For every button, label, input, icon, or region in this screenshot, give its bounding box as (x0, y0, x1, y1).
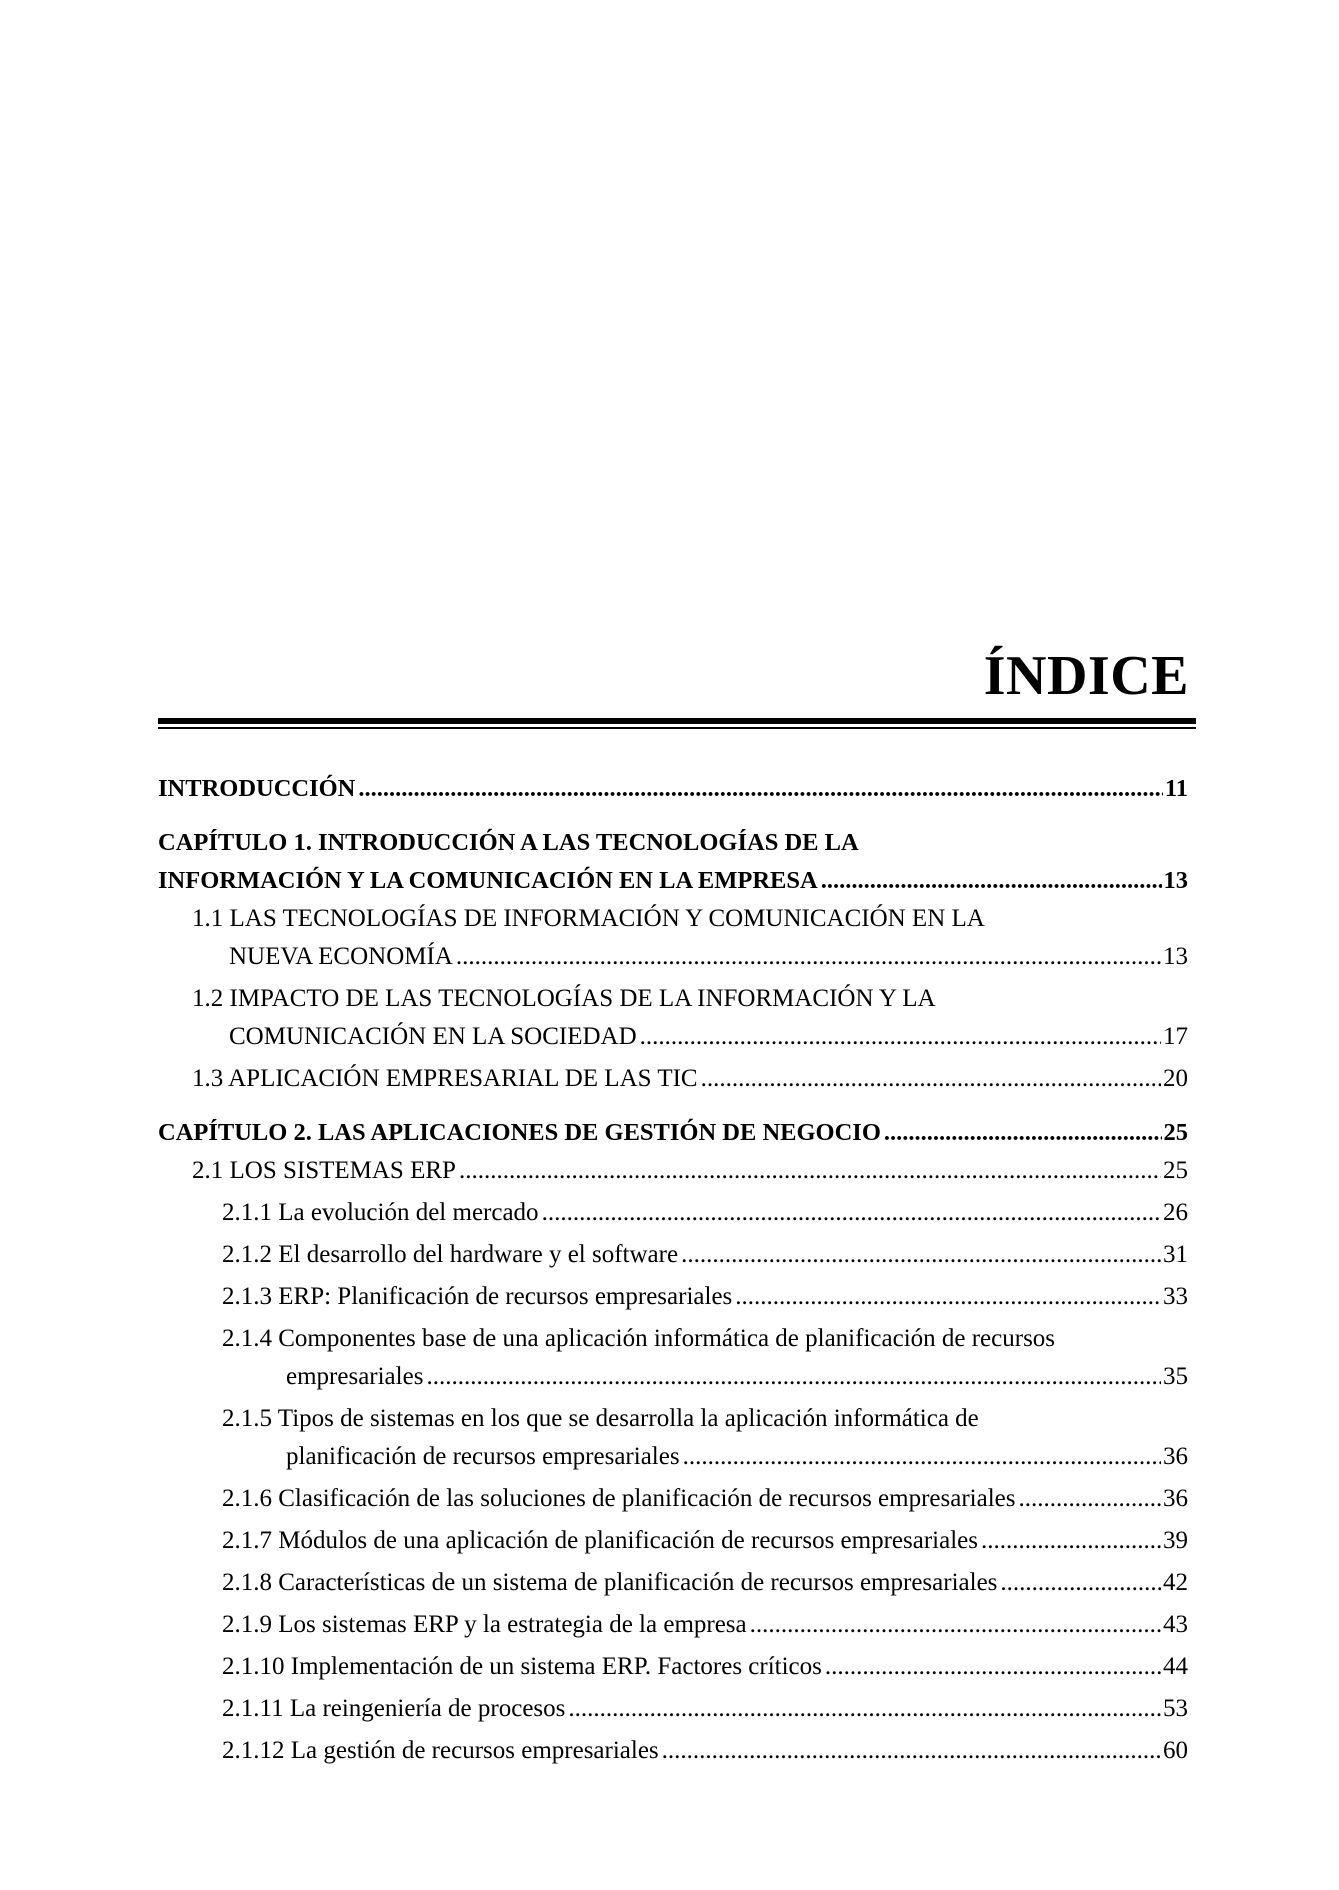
toc-entry-introduccion[interactable] (158, 770, 1188, 808)
toc-page-number: 42 (1163, 1569, 1188, 1596)
toc-entry-title-line-2: empresariales (286, 1363, 424, 1390)
toc-entry-2-1-1[interactable] (158, 1194, 1188, 1232)
toc-entry-title: 2.1.2 El desarrollo del hardware y el software (222, 1241, 679, 1268)
dot-leader (1018, 1480, 1161, 1518)
toc-page-number: 11 (1164, 775, 1188, 802)
toc-entry-title-line-2: COMUNICACIÓN EN LA SOCIEDAD (229, 1023, 637, 1050)
dot-leader (735, 1278, 1161, 1316)
dot-leader (568, 1690, 1161, 1728)
toc-entry-title: 2.1.3 ERP: Planificación de recursos empresariales (222, 1283, 733, 1310)
toc-entry-2-1[interactable] (158, 1152, 1188, 1190)
toc-page-number: 13 (1163, 867, 1188, 894)
toc-page-number: 44 (1163, 1653, 1188, 1680)
toc-entry-title-line-2: INFORMACIÓN Y LA COMUNICACIÓN EN LA EMPRESA (158, 867, 818, 894)
toc-entry-2-1-11[interactable] (158, 1690, 1188, 1728)
toc-page-number: 43 (1163, 1611, 1188, 1638)
toc-entry-2-1-3[interactable] (158, 1278, 1188, 1316)
page-title: ÍNDICE (983, 645, 1189, 707)
toc-page-number: 39 (1163, 1527, 1188, 1554)
toc-entry-capitulo-2[interactable] (158, 1114, 1188, 1152)
toc-page-number: 35 (1163, 1363, 1188, 1390)
dot-leader (683, 1438, 1161, 1476)
toc-entry-title: INTRODUCCIÓN (158, 775, 356, 802)
dot-leader (821, 862, 1162, 900)
toc-entry-title-line-1: 2.1.5 Tipos de sistemas en los que se desarrolla la aplicación informática de (222, 1405, 979, 1432)
toc-entry-title-line-2: NUEVA ECONOMÍA (229, 943, 453, 970)
toc-entry-title-line-1: 2.1.4 Componentes base de una aplicación informática de planificación de recursos (222, 1325, 1056, 1352)
toc-page-number: 36 (1163, 1485, 1188, 1512)
toc-entry-title: 1.3 APLICACIÓN EMPRESARIAL DE LAS TIC (192, 1065, 698, 1092)
dot-leader (884, 1114, 1162, 1152)
toc-entry-1-2[interactable] (158, 980, 1188, 1056)
toc-page-number: 31 (1163, 1241, 1188, 1268)
toc-entry-title: 2.1.10 Implementación de un sistema ERP. Factores críticos (222, 1653, 822, 1680)
toc-entry-2-1-10[interactable] (158, 1648, 1188, 1686)
toc-entry-title-line-1: CAPÍTULO 1. INTRODUCCIÓN A LAS TECNOLOGÍAS DE LA (158, 829, 859, 856)
toc-entry-title: 2.1.6 Clasificación de las soluciones de planificación de recursos empresariales (222, 1485, 1016, 1512)
dot-leader (640, 1018, 1161, 1056)
toc-page-number: 13 (1163, 943, 1188, 970)
toc-entry-2-1-8[interactable] (158, 1564, 1188, 1602)
toc-entry-title-line-1: 1.2 IMPACTO DE LAS TECNOLOGÍAS DE LA INFORMACIÓN Y LA (192, 985, 936, 1012)
dot-leader (701, 1060, 1161, 1098)
toc-entry-1-1[interactable] (158, 900, 1188, 976)
toc-page-number: 25 (1163, 1157, 1188, 1184)
title-rule-thin (158, 727, 1196, 729)
title-double-rule (158, 718, 1196, 732)
dot-leader (459, 1152, 1161, 1190)
dot-leader (662, 1732, 1161, 1770)
toc-entry-2-1-9[interactable] (158, 1606, 1188, 1644)
toc-entry-2-1-12[interactable] (158, 1732, 1188, 1770)
dot-leader (1000, 1564, 1161, 1602)
toc-entry-title: 2.1.8 Características de un sistema de planificación de recursos empresariales (222, 1569, 998, 1596)
table-of-contents (158, 770, 1188, 1770)
toc-entry-2-1-6[interactable] (158, 1480, 1188, 1518)
dot-leader (681, 1236, 1161, 1274)
toc-entry-title: 2.1.9 Los sistemas ERP y la estrategia de la empresa (222, 1611, 747, 1638)
toc-entry-2-1-7[interactable] (158, 1522, 1188, 1560)
toc-entry-title-line-1: 1.1 LAS TECNOLOGÍAS DE INFORMACIÓN Y COMUNICACIÓN EN LA (192, 905, 985, 932)
toc-entry-title: 2.1.7 Módulos de una aplicación de planificación de recursos empresariales (222, 1527, 978, 1554)
toc-page-number: 17 (1163, 1023, 1188, 1050)
title-rule-thick (158, 718, 1196, 724)
toc-entry-title-line-2: planificación de recursos empresariales (286, 1443, 680, 1470)
toc-entry-1-3[interactable] (158, 1060, 1188, 1098)
toc-entry-2-1-2[interactable] (158, 1236, 1188, 1274)
toc-entry-title: 2.1.12 La gestión de recursos empresariales (222, 1737, 659, 1764)
dot-leader (456, 938, 1161, 976)
toc-entry-title: 2.1.11 La reingeniería de procesos (222, 1695, 566, 1722)
dot-leader (825, 1648, 1161, 1686)
dot-leader (542, 1194, 1161, 1232)
dot-leader (358, 770, 1162, 808)
dot-leader (426, 1358, 1161, 1396)
dot-leader (981, 1522, 1161, 1560)
toc-page-number: 36 (1163, 1443, 1188, 1470)
toc-entry-title: CAPÍTULO 2. LAS APLICACIONES DE GESTIÓN DE NEGOCIO (158, 1119, 881, 1146)
toc-page-number: 33 (1163, 1283, 1188, 1310)
toc-page-number: 26 (1163, 1199, 1188, 1226)
toc-page-number: 53 (1163, 1695, 1188, 1722)
toc-entry-title: 2.1 LOS SISTEMAS ERP (192, 1157, 456, 1184)
toc-page-number: 25 (1163, 1119, 1188, 1146)
toc-entry-2-1-5[interactable] (158, 1400, 1188, 1476)
toc-page-number: 60 (1163, 1737, 1188, 1764)
toc-entry-title: 2.1.1 La evolución del mercado (222, 1199, 539, 1226)
dot-leader (750, 1606, 1161, 1644)
toc-entry-capitulo-1[interactable] (158, 824, 1188, 900)
toc-entry-2-1-4[interactable] (158, 1320, 1188, 1396)
toc-page-number: 20 (1163, 1065, 1188, 1092)
